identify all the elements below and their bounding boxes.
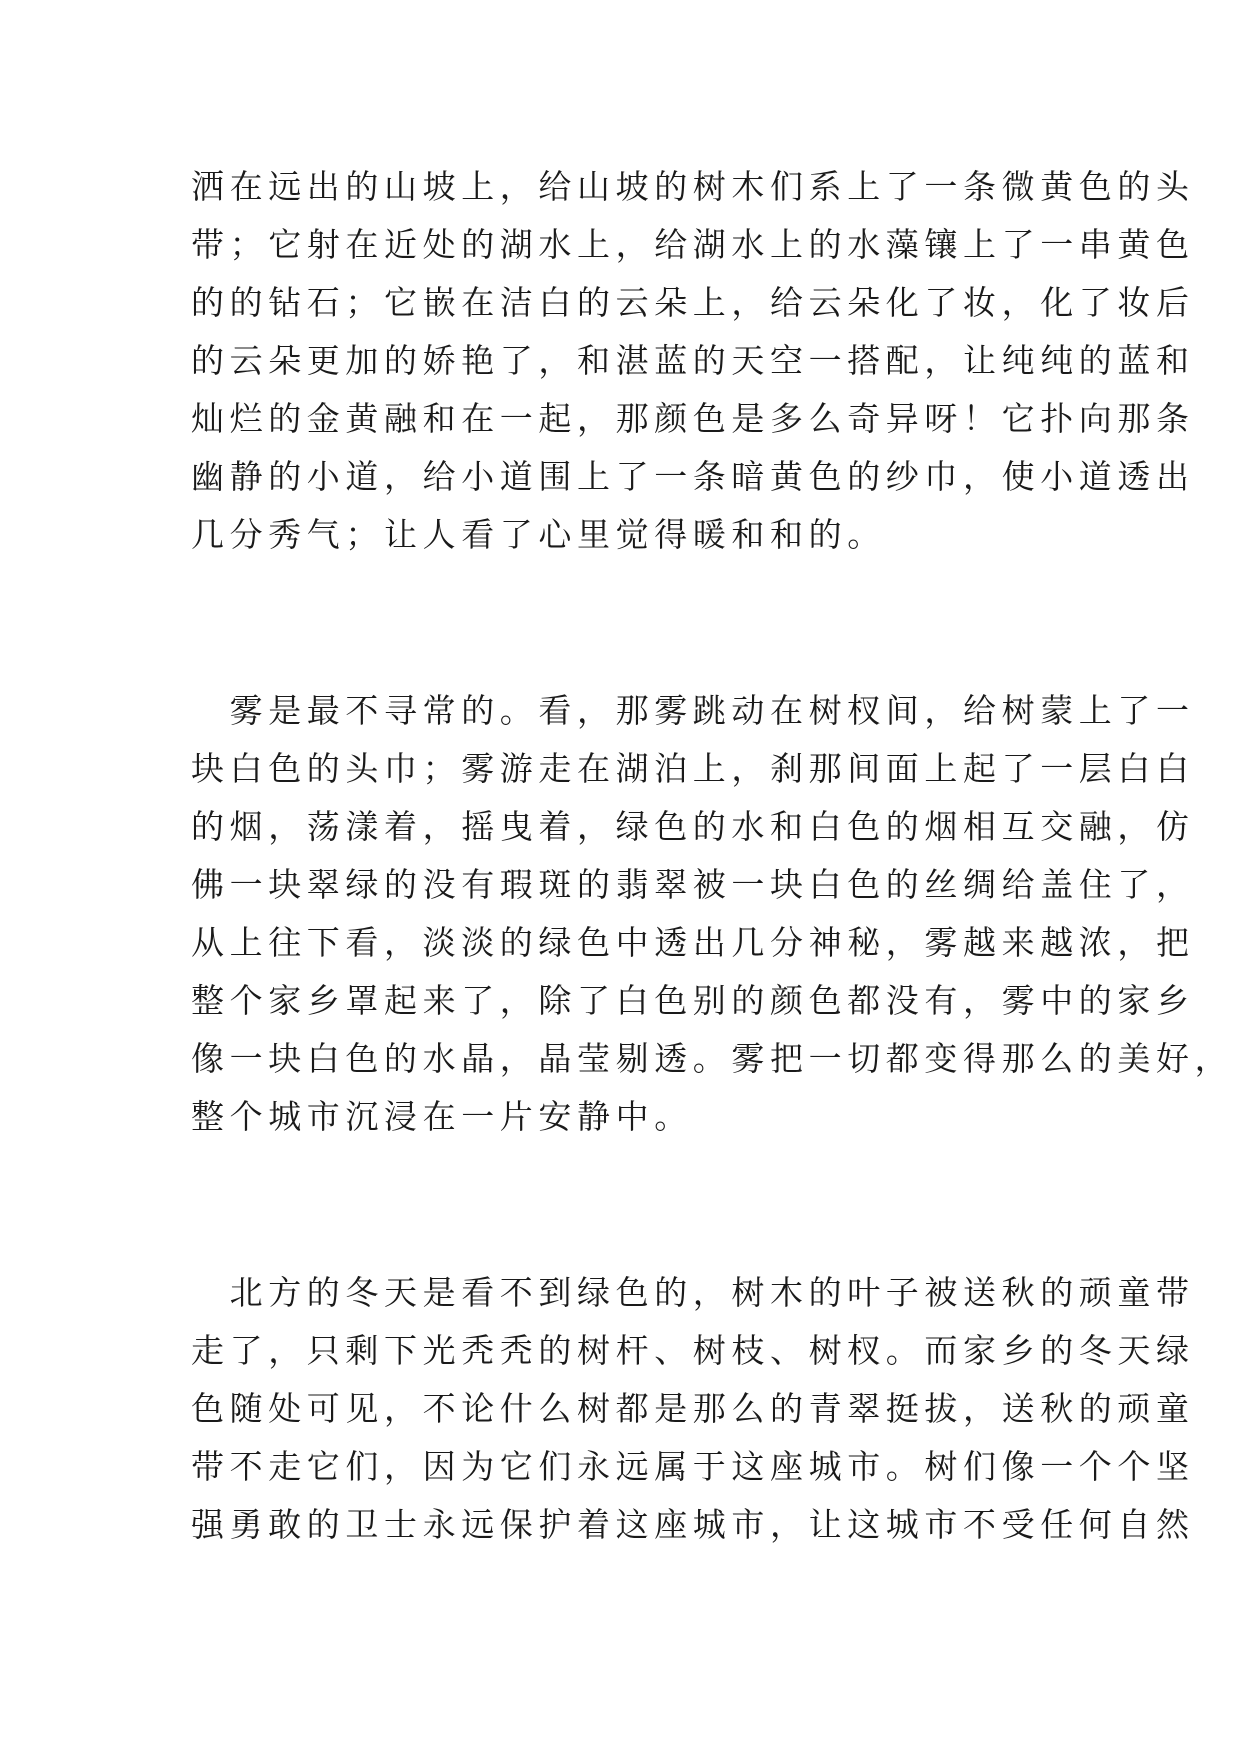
text-line: 色随处可见，不论什么树都是那么的青翠挺拔，送秋的顽童: [191, 1389, 1195, 1428]
text-line: 从上往下看，淡淡的绿色中透出几分神秘，雾越来越浓，把: [191, 923, 1195, 962]
text-line: 雾是最不寻常的。看，那雾跳动在树杈间，给树蒙上了一: [191, 691, 1195, 730]
text-line: 佛一块翠绿的没有瑕斑的翡翠被一块白色的丝绸给盖住了，: [191, 865, 1195, 904]
text-line: 整个城市沉浸在一片安静中。: [191, 1097, 693, 1136]
text-line: 洒在远出的山坡上，给山坡的树木们系上了一条微黄色的头: [191, 167, 1195, 206]
text-line: 整个家乡罩起来了，除了白色别的颜色都没有，雾中的家乡: [191, 981, 1195, 1020]
text-line: 带；它射在近处的湖水上，给湖水上的水藻镶上了一串黄色: [191, 225, 1195, 264]
text-line: 北方的冬天是看不到绿色的，树木的叶子被送秋的顽童带: [191, 1273, 1195, 1312]
text-line: 的云朵更加的娇艳了，和湛蓝的天空一搭配，让纯纯的蓝和: [191, 341, 1195, 380]
text-line: 带不走它们，因为它们永远属于这座城市。树们像一个个坚: [191, 1447, 1195, 1486]
text-line: 的烟，荡漾着，摇曳着，绿色的水和白色的烟相互交融，仿: [191, 807, 1195, 846]
text-line: 的的钻石；它嵌在洁白的云朵上，给云朵化了妆，化了妆后: [191, 283, 1195, 322]
text-line: 几分秀气；让人看了心里觉得暖和和的。: [191, 515, 886, 554]
text-line: 幽静的小道，给小道围上了一条暗黄色的纱巾，使小道透出: [191, 457, 1195, 496]
text-line: 走了，只剩下光秃秃的树杆、树枝、树杈。而家乡的冬天绿: [191, 1331, 1195, 1370]
text-line: 强勇敢的卫士永远保护着这座城市，让这城市不受任何自然: [191, 1505, 1195, 1544]
text-line: 像一块白色的水晶，晶莹剔透。雾把一切都变得那么的美好，: [191, 1039, 1234, 1078]
text-line: 灿烂的金黄融和在一起，那颜色是多么奇异呀！它扑向那条: [191, 399, 1195, 438]
text-line: 块白色的头巾；雾游走在湖泊上，刹那间面上起了一层白白: [191, 749, 1195, 788]
